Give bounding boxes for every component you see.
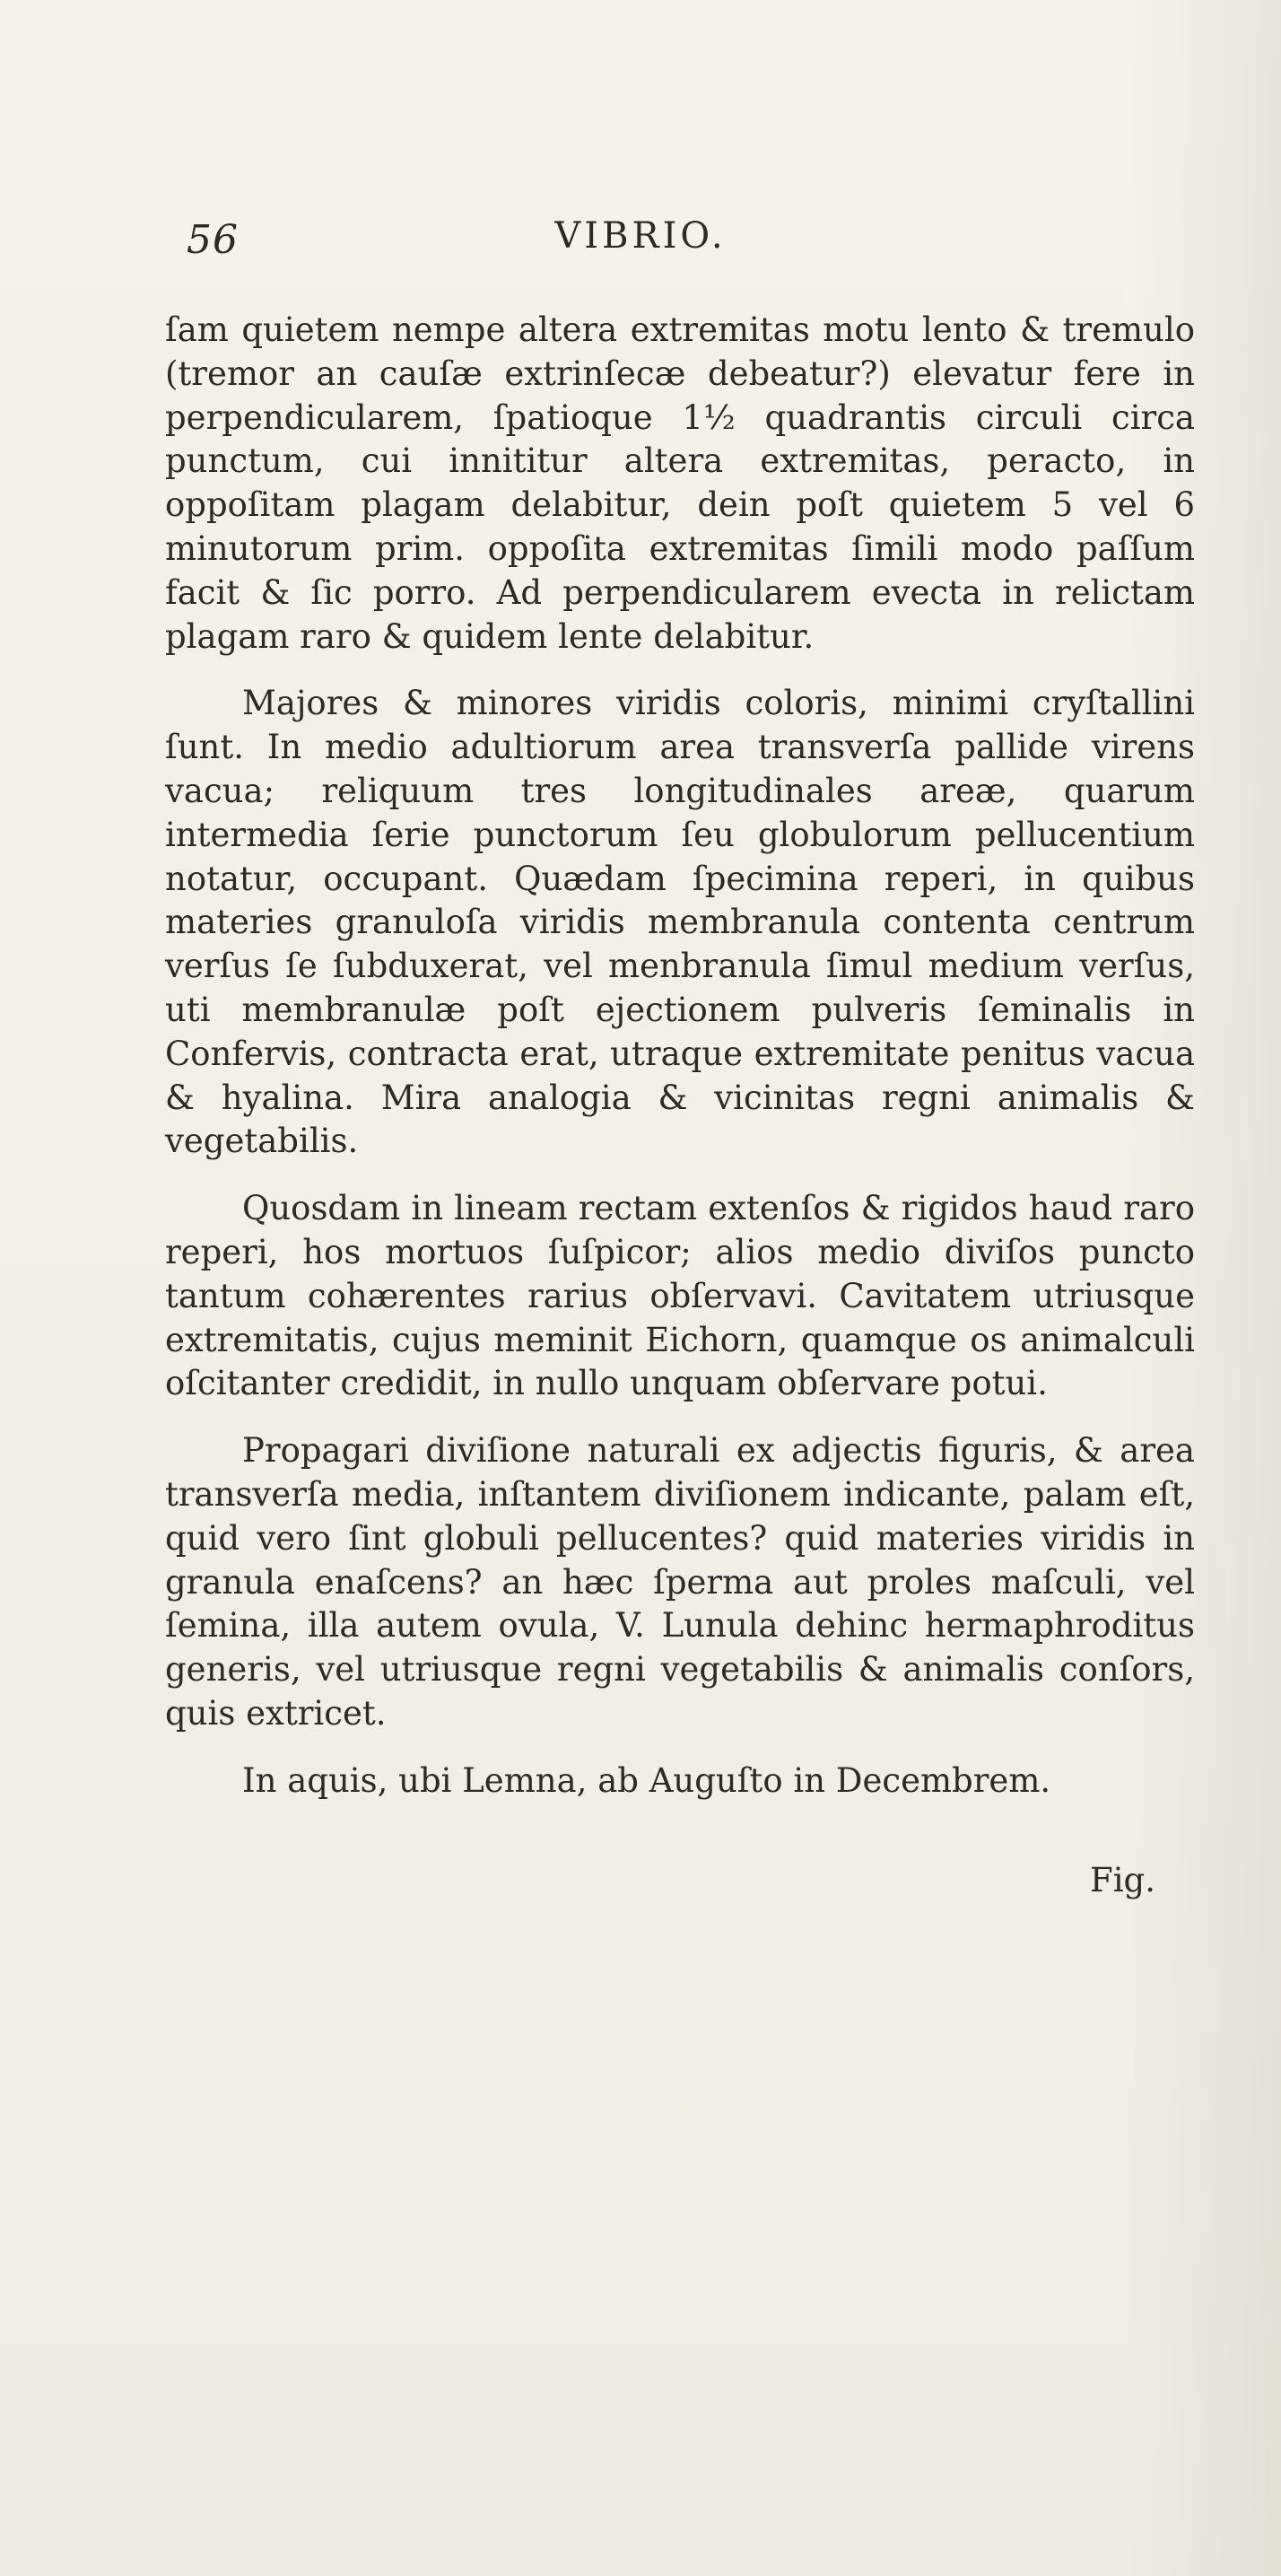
catch-word: Fig. xyxy=(1090,1861,1155,1899)
running-title: VIBRIO. xyxy=(554,215,727,257)
page-number: 56 xyxy=(187,217,239,263)
paragraph-3: Quosdam in lineam rectam extenſos & rigidos haud raro reperi, hos mortuos ſuſpicor; alios medio diviſos puncto tantum cohærentes rarius obſervavi. Cavitatem utriusque extremitatis, cujus meminit Eichorn, quamque os animalculi oſcitanter credidit, in nullo unquam obſervare potui. xyxy=(165,1189,1195,1403)
paragraph-1: ſam quietem nempe altera extremitas motu lento & tremulo (tremor an cauſæ extrinſecæ debeatur?) elevatur fere in perpendicularem, ſpatioque 1½ quadrantis circuli circa punctum, cui innititur altera extremitas, peracto, in oppoſitam plagam delabitur, dein poſt quietem 5 vel 6 minutorum prim. oppoſita extremitas ſimili modo paſſum facit & ſic porro. Ad perpendicularem evecta in relictam plagam raro & quidem lente delabitur. xyxy=(165,310,1195,656)
paragraph-4: Propagari diviſione naturali ex adjectis figuris, & area transverſa media, inſtantem diviſionem indicante, palam eſt, quid vero ſint globuli pellucentes? quid materies viridis in granula enaſcens? an hæc ſperma aut proles maſculi, vel ſemina, illa autem ovula, V. Lunula dehinc hermaphroditus generis, vel utriusque regni vegetabilis & animalis conſors, quis extricet. xyxy=(165,1431,1195,1733)
body-text xyxy=(165,309,1195,1827)
habitat-line: In aquis, ubi Lemna, ab Auguſto in Decembrem. xyxy=(242,1760,1051,1800)
paragraph-2: Majores & minores viridis coloris, minimi cryſtallini ſunt. In medio adultiorum area transverſa pallide virens vacua; reliquum tres longitudinales areæ, quarum intermedia ſerie punctorum ſeu globulorum pellucentium notatur, occupant. Quædam ſpecimina reperi, in quibus materies granuloſa viridis membranula contenta centrum verſus ſe ſubduxerat, vel menbranula ſimul medium verſus, uti membranulæ poſt ejectionem pulveris ſeminalis in Confervis, contracta erat, utraque extremitate penitus vacua & hyalina. Mira analogia & vicinitas regni animalis & vegetabilis. xyxy=(165,684,1195,1161)
